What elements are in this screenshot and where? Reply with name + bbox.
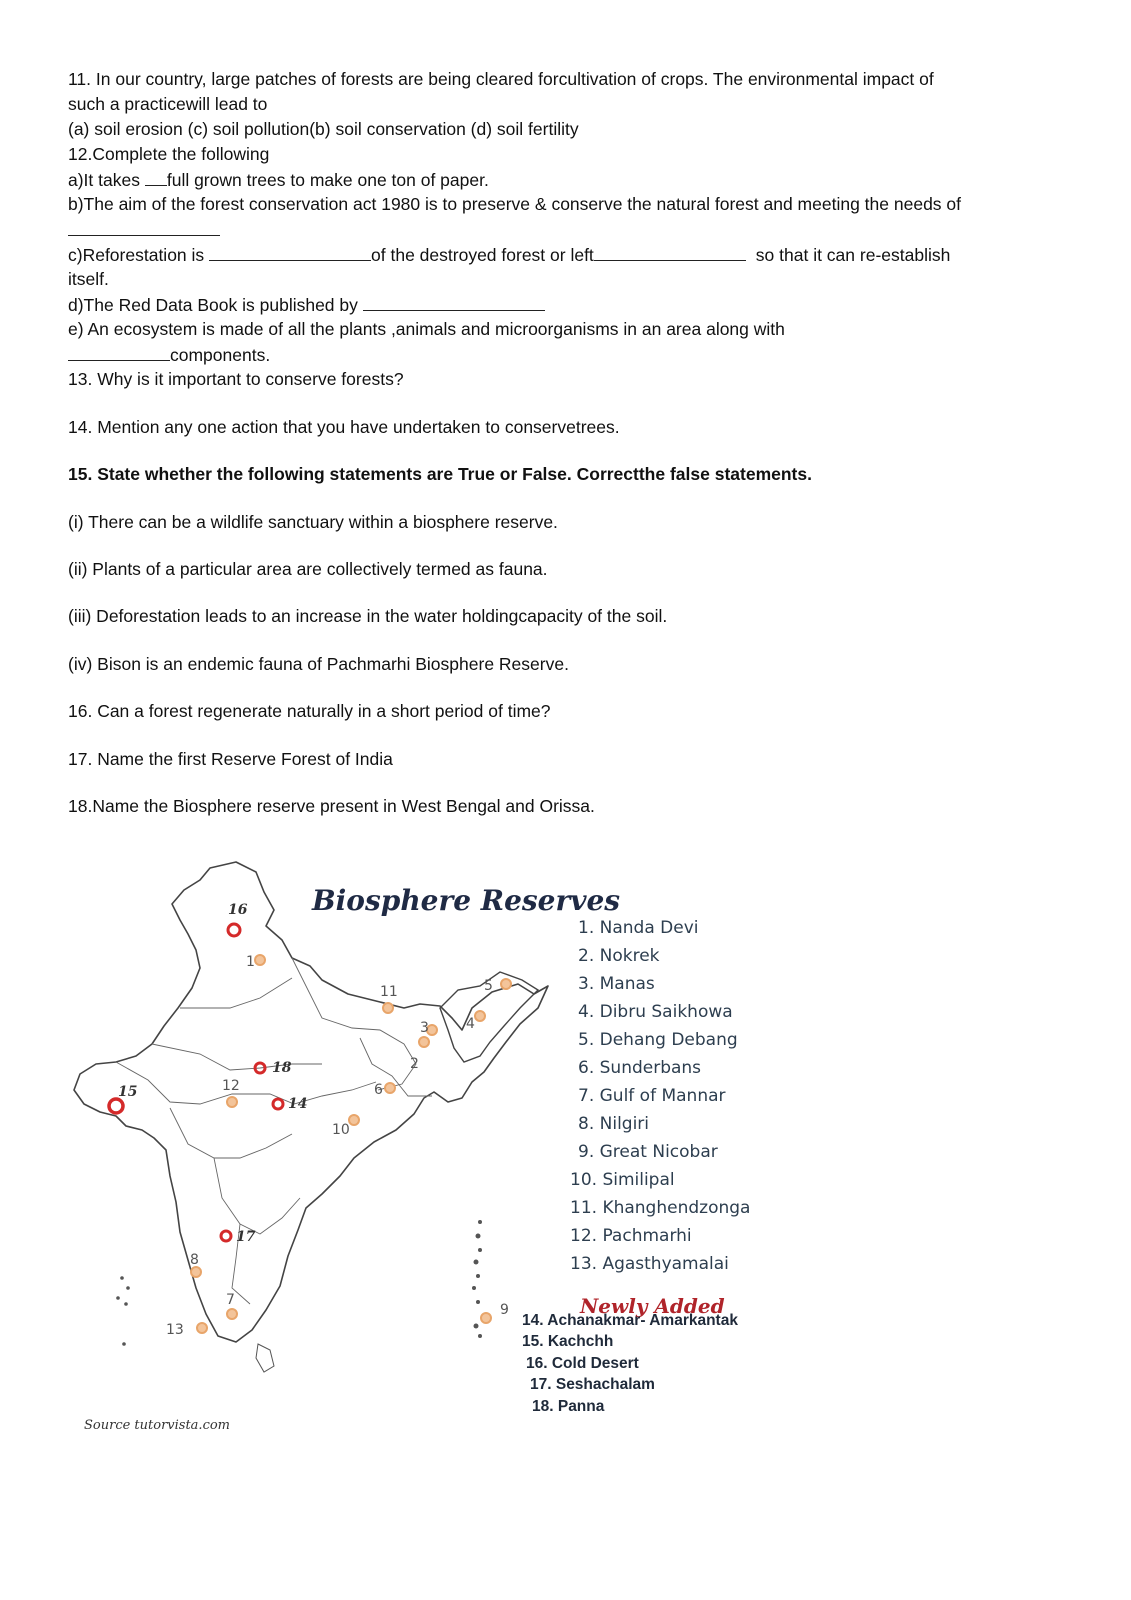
q12-e-blank bbox=[68, 342, 170, 361]
map-source: Source tutorvista.com bbox=[84, 1418, 231, 1433]
marker-label-11: 11 bbox=[380, 984, 398, 1000]
legend-item-3: 3. Manas bbox=[578, 974, 655, 994]
q12-d bbox=[68, 292, 545, 319]
marker-11 bbox=[383, 1003, 393, 1013]
q12-c-blank1 bbox=[209, 242, 371, 261]
marker-label-3: 3 bbox=[420, 1020, 429, 1036]
marker-label-9: 9 bbox=[500, 1302, 509, 1318]
q13: 13. Why is it important to conserve forests? bbox=[68, 369, 404, 389]
marker-label-4: 4 bbox=[466, 1016, 475, 1032]
marker-5 bbox=[501, 979, 511, 989]
marker-9 bbox=[481, 1313, 491, 1323]
q12-heading: 12.Complete the following bbox=[68, 144, 270, 164]
marker-label-12: 12 bbox=[222, 1078, 240, 1094]
q17: 17. Name the first Reserve Forest of India bbox=[68, 749, 393, 769]
q12-c-blank2 bbox=[594, 242, 746, 261]
new-legend-item-16: 16. Cold Desert bbox=[526, 1355, 639, 1372]
marker-16 bbox=[228, 924, 240, 936]
marker-14 bbox=[273, 1099, 283, 1109]
marker-label-17: 17 bbox=[236, 1229, 256, 1245]
q15-i: (i) There can be a wildlife sanctuary within a biosphere reserve. bbox=[68, 512, 558, 532]
old-reserve-markers bbox=[191, 955, 511, 1333]
q12-b-blank bbox=[68, 217, 220, 236]
marker-label-16: 16 bbox=[228, 902, 248, 918]
q12-b-blank-line bbox=[68, 217, 220, 244]
legend-item-6: 6. Sunderbans bbox=[578, 1058, 702, 1078]
marker-2 bbox=[419, 1037, 429, 1047]
q12-c-mid: of the destroyed forest or left bbox=[371, 245, 594, 265]
marker-17 bbox=[221, 1231, 231, 1241]
q12-a-post: full grown trees to make one ton of paper. bbox=[166, 170, 489, 190]
sri-lanka-outline bbox=[256, 1344, 274, 1372]
q12-a bbox=[68, 167, 489, 194]
q12-e-cont bbox=[68, 342, 270, 369]
new-reserve-markers bbox=[109, 924, 283, 1241]
legend-item-2: 2. Nokrek bbox=[578, 946, 660, 966]
q12-b: b)The aim of the forest conservation act 1980 is to preserve & conserve the natural forest and meeting the needs of bbox=[68, 194, 962, 214]
marker-15 bbox=[109, 1099, 123, 1113]
legend-item-8: 8. Nilgiri bbox=[578, 1114, 650, 1134]
legend-item-9: 9. Great Nicobar bbox=[578, 1142, 718, 1162]
q15-iv: (iv) Bison is an endemic fauna of Pachmarhi Biosphere Reserve. bbox=[68, 654, 569, 674]
legend-item-11: 11. Khanghendzonga bbox=[570, 1198, 751, 1218]
q14: 14. Mention any one action that you have undertaken to conservetrees. bbox=[68, 417, 620, 437]
marker-label-15: 15 bbox=[118, 1084, 138, 1100]
marker-6 bbox=[385, 1083, 395, 1093]
q12-e: e) An ecosystem is made of all the plants ,animals and microorganisms in an area along with bbox=[68, 319, 785, 339]
q12-c-pre: c)Reforestation is bbox=[68, 245, 210, 265]
marker-label-14: 14 bbox=[288, 1096, 308, 1112]
new-legend-item-18: 18. Panna bbox=[532, 1398, 605, 1415]
newly-added-heading: Newly Added bbox=[580, 1294, 725, 1318]
q12-a-blank bbox=[145, 167, 167, 186]
legend-item-10: 10. Similipal bbox=[570, 1170, 675, 1190]
q15-ii: (ii) Plants of a particular area are collectively termed as fauna. bbox=[68, 559, 548, 579]
q12-c bbox=[68, 242, 950, 269]
marker-label-1: 1 bbox=[246, 954, 255, 970]
marker-label-10: 10 bbox=[332, 1122, 350, 1138]
q15-heading: 15. State whether the following statements are True or False. Correctthe false statements. bbox=[68, 464, 812, 484]
q11-options: (a) soil erosion (c) soil pollution(b) soil conservation (d) soil fertility bbox=[68, 119, 579, 139]
q12-e-post: components. bbox=[170, 345, 271, 365]
marker-label-18: 18 bbox=[272, 1060, 292, 1076]
q11-line2: such a practicewill lead to bbox=[68, 94, 268, 114]
q11-line1: 11. In our country, large patches of forests are being cleared forcultivation of crops. The environmental impact of bbox=[68, 69, 934, 89]
legend-item-7: 7. Gulf of Mannar bbox=[578, 1086, 726, 1106]
marker-label-7: 7 bbox=[226, 1292, 235, 1308]
q15-iii: (iii) Deforestation leads to an increase in the water holdingcapacity of the soil. bbox=[68, 606, 668, 626]
marker-10 bbox=[349, 1115, 359, 1125]
marker-12 bbox=[227, 1097, 237, 1107]
legend-item-13: 13. Agasthyamalai bbox=[570, 1254, 729, 1274]
q12-d-text: d)The Red Data Book is published by bbox=[68, 295, 363, 315]
marker-label-5: 5 bbox=[484, 978, 493, 994]
lakshadweep-islands bbox=[116, 1276, 130, 1346]
india-outline bbox=[74, 862, 548, 1342]
new-legend-item-15: 15. Kachchh bbox=[522, 1333, 614, 1350]
q12-c-post: so that it can re-establish bbox=[755, 245, 951, 265]
marker-13 bbox=[197, 1323, 207, 1333]
legend-item-1: 1. Nanda Devi bbox=[578, 918, 699, 938]
map-title: Biosphere Reserves bbox=[312, 884, 621, 917]
new-legend-item-17: 17. Seshachalam bbox=[530, 1376, 655, 1393]
marker-label-2: 2 bbox=[410, 1056, 419, 1072]
marker-label-13: 13 bbox=[166, 1322, 184, 1338]
marker-8 bbox=[191, 1267, 201, 1277]
legend-item-12: 12. Pachmarhi bbox=[570, 1226, 692, 1246]
marker-label-8: 8 bbox=[190, 1252, 199, 1268]
marker-label-6: 6 bbox=[374, 1082, 383, 1098]
marker-1 bbox=[255, 955, 265, 965]
marker-7 bbox=[227, 1309, 237, 1319]
q12-c-cont: itself. bbox=[68, 269, 109, 289]
q18: 18.Name the Biosphere reserve present in West Bengal and Orissa. bbox=[68, 796, 595, 816]
legend-item-5: 5. Dehang Debang bbox=[578, 1030, 738, 1050]
q16: 16. Can a forest regenerate naturally in a short period of time? bbox=[68, 701, 551, 721]
marker-4 bbox=[475, 1011, 485, 1021]
legend-item-4: 4. Dibru Saikhowa bbox=[578, 1002, 733, 1022]
new-legend-item-14: 14. Achanakmar- Amarkantak bbox=[522, 1312, 738, 1329]
q12-a-pre: a)It takes bbox=[68, 170, 145, 190]
biosphere-reserves-figure bbox=[60, 858, 800, 1458]
q12-d-blank bbox=[363, 292, 545, 311]
